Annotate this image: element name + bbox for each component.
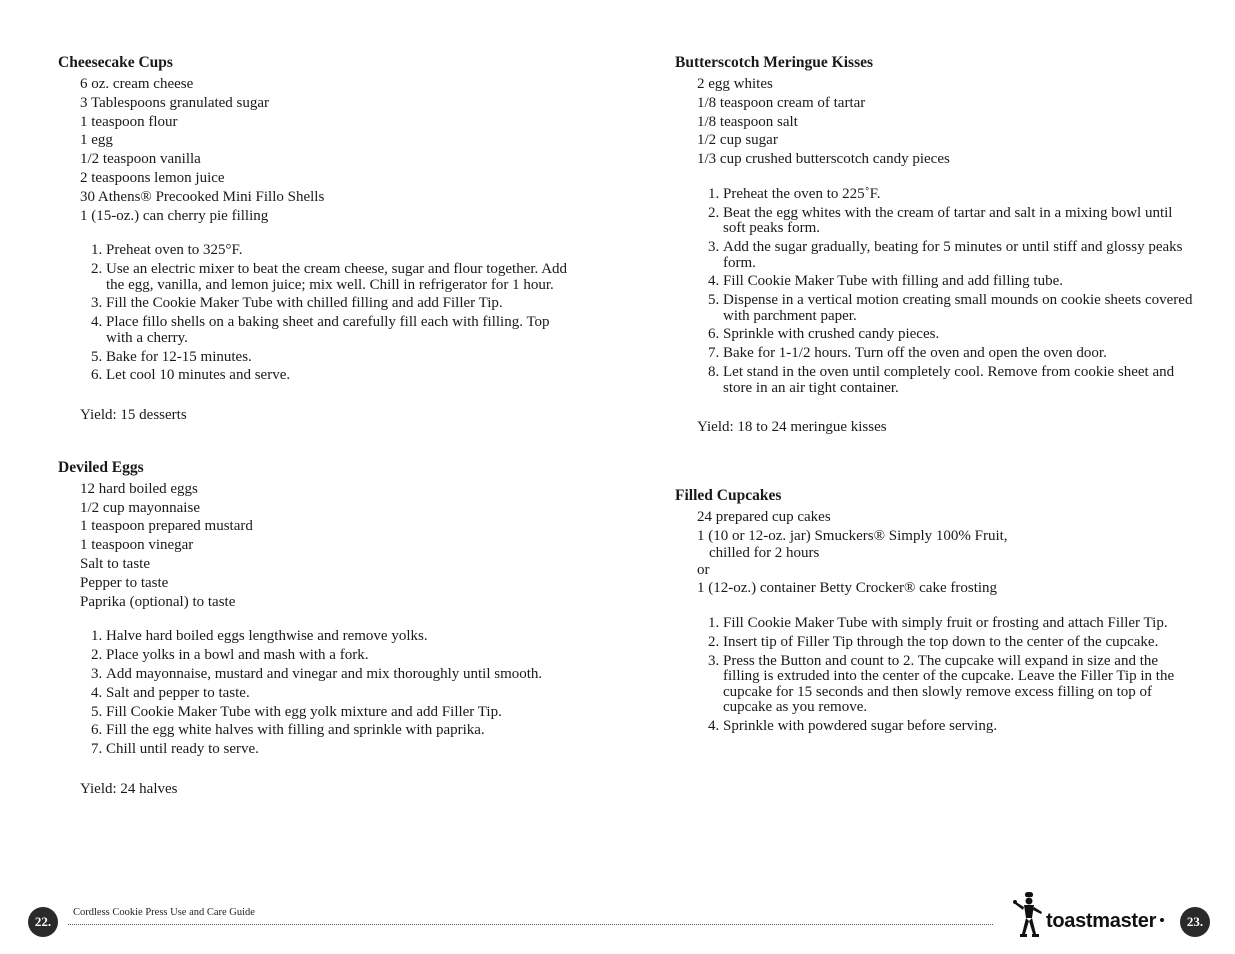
step-list (58, 243, 578, 383)
step-item: 2. Insert tip of Filler Tip through the top down to the center of the cupcake. (723, 635, 1195, 651)
step-item: 2. Place yolks in a bowl and mash with a fork. (106, 648, 578, 664)
ingredient-item: 24 prepared cup cakes (697, 509, 831, 526)
guide-title: Cordless Cookie Press Use and Care Guide (73, 907, 255, 918)
brand-logo (1012, 890, 1172, 940)
page-number-right: 23. (1180, 907, 1210, 937)
step-item: 5. Fill Cookie Maker Tube with egg yolk mixture and add Filler Tip. (106, 705, 578, 721)
step-item: 5. Dispense in a vertical motion creating small mounds on cookie sheets covered with parchment paper. (723, 293, 1195, 324)
ingredient-list (675, 75, 1195, 169)
ingredient-item: or (697, 561, 710, 578)
step-item: 6. Sprinkle with crushed candy pieces. (723, 327, 1195, 343)
step-item: 7. Bake for 1-1/2 hours. Turn off the oven and open the oven door. (723, 346, 1195, 362)
step-item: 1. Preheat oven to 325°F. (106, 243, 578, 259)
step-item: 5. Bake for 12-15 minutes. (106, 350, 578, 366)
section-spacer (58, 424, 578, 458)
ingredient-item: 2 egg whites (697, 76, 773, 92)
recipe-title: Cheesecake Cups (58, 54, 173, 71)
right-column (675, 53, 1195, 738)
step-item: 1. Halve hard boiled eggs lengthwise and remove yolks. (106, 629, 578, 645)
ingredient-item (697, 527, 1195, 561)
ingredient-item: 2 teaspoons lemon juice (80, 169, 225, 186)
ingredient-item: 1/2 cup mayonnaise (80, 499, 200, 516)
ingredient-item: 6 oz. cream cheese (80, 76, 194, 92)
ingredient-item: 1 (12-oz.) container Betty Crocker® cake frosting (697, 580, 998, 597)
recipe-butterscotch-meringue-kisses (675, 53, 1195, 436)
ingredient-item: 1 teaspoon prepared mustard (80, 518, 253, 535)
page-number-left: 22. (28, 907, 58, 937)
section-spacer (675, 436, 1195, 486)
recipe-cheesecake-cups (58, 53, 578, 424)
recipe-deviled-eggs (58, 458, 578, 798)
brand-dot (1160, 918, 1164, 922)
step-item: 1. Fill Cookie Maker Tube with simply fruit or frosting and attach Filler Tip. (723, 616, 1195, 632)
step-item: 6. Let cool 10 minutes and serve. (106, 368, 578, 384)
step-item: 2. Use an electric mixer to beat the cream cheese, sugar and flour together. Add the egg, vanilla, and lemon juice; mix well. Chill in refrigerator for 1 hour. (106, 262, 578, 293)
recipe-yield: Yield: 15 desserts (80, 406, 187, 423)
step-item: 8. Let stand in the oven until completely cool. Remove from cookie sheet and store in an air tight container. (723, 365, 1195, 396)
step-item: 4. Fill Cookie Maker Tube with filling and add filling tube. (723, 274, 1195, 290)
ingredient-list (58, 75, 578, 225)
ingredient-item: 1/8 teaspoon salt (697, 113, 798, 130)
ingredient-list (58, 480, 578, 612)
recipe-yield: Yield: 18 to 24 meringue kisses (697, 419, 887, 436)
ingredient-item: 1 teaspoon flour (80, 113, 178, 130)
step-list (675, 616, 1195, 734)
step-item: 7. Chill until ready to serve. (106, 742, 578, 758)
step-item: 3. Add mayonnaise, mustard and vinegar and mix thoroughly until smooth. (106, 667, 578, 683)
ingredient-item: 1/3 cup crushed butterscotch candy pieces (697, 151, 950, 168)
step-item: 2. Beat the egg whites with the cream of tartar and salt in a mixing bowl until soft peaks form. (723, 206, 1195, 237)
step-item: 6. Fill the egg white halves with filling and sprinkle with paprika. (106, 723, 578, 739)
page-footer (0, 890, 1235, 954)
recipe-title: Butterscotch Meringue Kisses (675, 54, 874, 71)
ingredient-item: Salt to taste (80, 556, 150, 573)
ingredient-item: 3 Tablespoons granulated sugar (80, 94, 270, 111)
ingredient-item: Paprika (optional) to taste (80, 593, 236, 610)
chef-figure-icon (1012, 890, 1046, 940)
brand-name: toastmaster (1046, 910, 1157, 932)
step-list (675, 187, 1195, 396)
recipe-title: Filled Cupcakes (675, 487, 782, 505)
step-item: 3. Press the Button and count to 2. The cupcake will expand in size and the filling is extruded into the center of the cupcake. Leave the Filler Tip in the cupcake for 15 seconds and then slowly remove excess filling on top of cupcake as you remove. (723, 654, 1195, 716)
recipe-filled-cupcakes (675, 486, 1195, 735)
step-item: 3. Add the sugar gradually, beating for 5 minutes or until stiff and glossy peaks form. (723, 240, 1195, 271)
footer-divider (68, 924, 993, 925)
ingredient-item: 1 teaspoon vinegar (80, 537, 194, 554)
step-list (58, 629, 578, 757)
ingredient-list (675, 508, 1195, 598)
ingredient-item: Pepper to taste (80, 574, 169, 591)
step-item: 3. Fill the Cookie Maker Tube with chilled filling and add Filler Tip. (106, 296, 578, 312)
step-item: 4. Sprinkle with powdered sugar before serving. (723, 719, 1195, 735)
ingredient-line: 1 (10 or 12-oz. jar) Smuckers® Simply 100% Fruit, (697, 527, 1008, 544)
recipe-yield: Yield: 24 halves (80, 780, 178, 797)
ingredient-item: 1/2 teaspoon vanilla (80, 151, 201, 168)
ingredient-item: 1 (15-oz.) can cherry pie filling (80, 207, 269, 224)
ingredient-line-continued: chilled for 2 hours (709, 544, 820, 561)
step-item: 4. Place fillo shells on a baking sheet and carefully fill each with filling. Top with a cherry. (106, 315, 578, 346)
left-column (58, 53, 578, 798)
step-item: 1. Preheat the oven to 225˚F. (723, 187, 1195, 203)
ingredient-item: 1/8 teaspoon cream of tartar (697, 94, 866, 111)
ingredient-item: 1 egg (80, 132, 113, 149)
step-item: 4. Salt and pepper to taste. (106, 686, 578, 702)
recipe-title: Deviled Eggs (58, 458, 144, 476)
ingredient-item: 1/2 cup sugar (697, 132, 778, 149)
ingredient-item: 12 hard boiled eggs (80, 480, 198, 497)
ingredient-item: 30 Athens® Precooked Mini Fillo Shells (80, 188, 325, 205)
